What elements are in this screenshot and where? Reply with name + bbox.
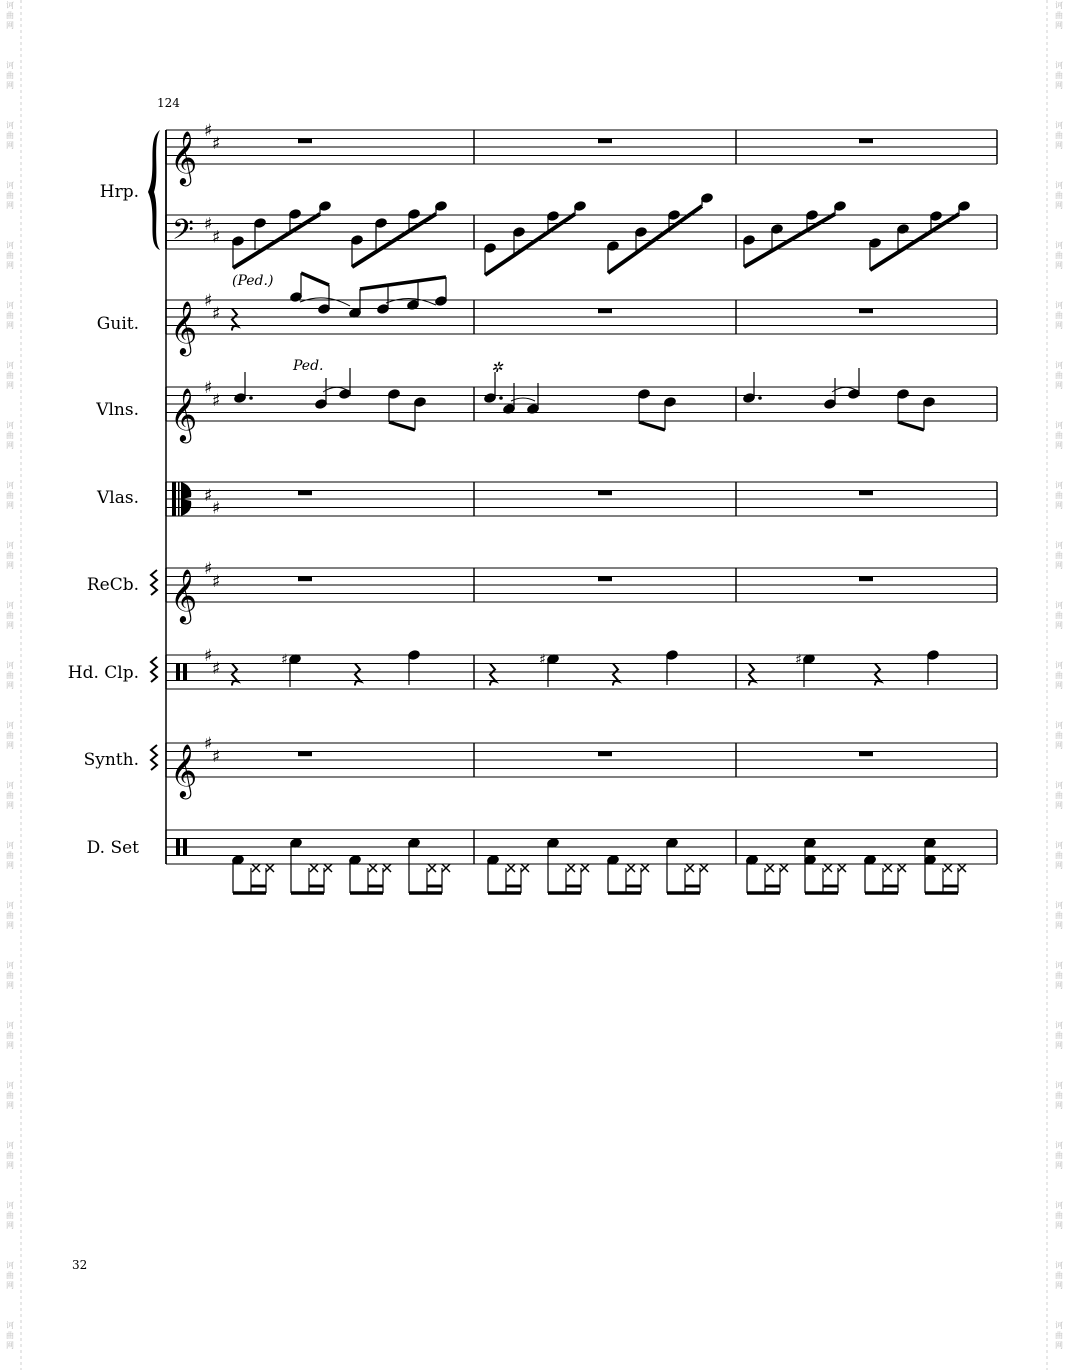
watermark-glyph: 诃 xyxy=(1055,361,1063,370)
watermark-glyph: 诃 xyxy=(6,1261,14,1270)
key-sharp: ♯ xyxy=(212,571,221,592)
instrument-label-drum-set: D. Set xyxy=(86,838,139,858)
instrument-label-recb: ReCb. xyxy=(86,575,139,595)
notehead xyxy=(771,224,784,235)
beam xyxy=(639,422,665,430)
watermark-glyph: 曲 xyxy=(1055,71,1063,80)
watermark-glyph: 网 xyxy=(1055,381,1063,390)
harp-brace xyxy=(148,130,160,250)
dot xyxy=(499,396,503,400)
watermark-glyph: 网 xyxy=(6,321,14,330)
quarter-rest xyxy=(749,664,755,686)
watermark-glyph: 曲 xyxy=(1055,431,1063,440)
staves xyxy=(151,121,997,893)
watermark-glyph: 网 xyxy=(6,81,14,90)
whole-rest xyxy=(298,491,312,496)
notehead xyxy=(232,236,245,247)
watermark-glyph: 诃 xyxy=(6,841,14,850)
hihat-notehead xyxy=(324,864,332,872)
beam xyxy=(898,422,924,430)
whole-rest xyxy=(598,577,612,582)
notehead xyxy=(414,397,427,408)
key-sharp: ♯ xyxy=(204,214,213,235)
left-watermark-strip xyxy=(6,0,21,1370)
hihat-notehead xyxy=(824,864,832,872)
watermark-glyph: 网 xyxy=(1055,321,1063,330)
notehead xyxy=(930,211,943,222)
watermark-glyph: 网 xyxy=(6,441,14,450)
harp-bass-staff xyxy=(166,130,997,275)
watermark-glyph: 曲 xyxy=(1055,611,1063,620)
hihat-notehead xyxy=(310,864,318,872)
notehead xyxy=(408,650,421,661)
harp-pedal-marking: (Ped.) xyxy=(232,273,274,289)
notehead xyxy=(339,389,352,400)
watermark-glyph: 诃 xyxy=(1055,481,1063,490)
quarter-rest xyxy=(490,664,496,686)
treble-clef-icon: 𝄞 xyxy=(170,568,198,622)
notehead xyxy=(635,227,648,238)
watermark-glyph: 曲 xyxy=(6,1091,14,1100)
watermark-glyph: 诃 xyxy=(6,301,14,310)
key-sharp: ♯ xyxy=(212,746,221,767)
instrument-label-violas: Vlas. xyxy=(97,488,139,508)
key-sharp: ♯ xyxy=(204,646,213,666)
watermark-glyph: 诃 xyxy=(6,541,14,550)
hand-clap-staff xyxy=(151,646,997,689)
watermark-glyph: 曲 xyxy=(6,431,14,440)
notehead xyxy=(743,235,756,246)
quarter-rest xyxy=(355,664,361,686)
whole-rest xyxy=(598,309,612,314)
instrument-label-violins: Vlns. xyxy=(96,400,139,420)
notehead xyxy=(435,296,448,307)
notehead xyxy=(377,304,390,315)
watermark-glyph: 诃 xyxy=(1055,601,1063,610)
treble-clef-icon: 𝄞 xyxy=(170,387,198,441)
whole-rest xyxy=(598,752,612,757)
staff-squiggle-icon xyxy=(151,570,157,595)
key-sharp: ♯ xyxy=(204,734,213,754)
watermark-glyph: 诃 xyxy=(1055,241,1063,250)
notehead xyxy=(319,201,332,212)
whole-rest xyxy=(859,491,873,496)
key-sharp: ♯ xyxy=(204,121,213,141)
watermark-glyph: 曲 xyxy=(6,191,14,200)
quarter-rest xyxy=(613,664,619,686)
notehead xyxy=(289,209,302,220)
watermark-glyph: 网 xyxy=(6,381,14,390)
watermark-glyph: 网 xyxy=(6,501,14,510)
watermark-glyph: 曲 xyxy=(6,311,14,320)
alto-clef-icon xyxy=(172,482,176,516)
hihat-notehead xyxy=(428,864,436,872)
watermark-glyph: 曲 xyxy=(1055,731,1063,740)
watermark-glyph: 网 xyxy=(1055,1041,1063,1050)
watermark-glyph: 网 xyxy=(6,1341,14,1350)
watermark-glyph: 诃 xyxy=(6,481,14,490)
notehead xyxy=(254,218,267,229)
notehead xyxy=(547,211,560,222)
watermark-glyph: 曲 xyxy=(6,791,14,800)
watermark-glyph: 网 xyxy=(6,141,14,150)
notehead xyxy=(315,399,328,410)
watermark-glyph: 诃 xyxy=(1055,901,1063,910)
percussion-clef-icon xyxy=(176,664,180,681)
hihat-notehead xyxy=(252,864,260,872)
watermark-glyph: 曲 xyxy=(1055,1211,1063,1220)
notehead xyxy=(666,650,679,661)
watermark-glyph: 曲 xyxy=(6,851,14,860)
notehead xyxy=(824,399,837,410)
watermark-glyph: 曲 xyxy=(6,371,14,380)
hihat-notehead xyxy=(641,864,649,872)
key-sharp: ♯ xyxy=(212,227,221,248)
watermark-glyph: 诃 xyxy=(1055,841,1063,850)
key-sharp: ♯ xyxy=(204,378,213,398)
notehead xyxy=(435,201,448,212)
instrument-label-harp: Hrp. xyxy=(99,182,139,202)
whole-rest xyxy=(598,491,612,496)
instrument-label-hand-clap: Hd. Clp. xyxy=(67,663,139,683)
hihat-notehead xyxy=(958,864,966,872)
key-sharp: ♯ xyxy=(204,559,213,579)
notehead xyxy=(701,193,714,204)
watermark-glyph: 曲 xyxy=(1055,131,1063,140)
key-sharp: ♯ xyxy=(204,485,213,506)
watermark-glyph: 诃 xyxy=(1055,301,1063,310)
treble-clef-icon: 𝄞 xyxy=(170,130,198,184)
notehead xyxy=(484,393,497,404)
pedal-release-marking: ✲ xyxy=(491,360,503,376)
instrument-label-guitar: Guit. xyxy=(96,314,139,334)
beam xyxy=(301,273,329,285)
watermark-glyph: 网 xyxy=(1055,1101,1063,1110)
watermark-glyph: 曲 xyxy=(1055,491,1063,500)
watermark-glyph: 网 xyxy=(6,681,14,690)
right-watermark-strip xyxy=(1047,0,1063,1370)
dot xyxy=(758,396,762,400)
watermark-glyph: 诃 xyxy=(1055,661,1063,670)
measure-number: 124 xyxy=(157,96,180,110)
watermark-glyph: 诃 xyxy=(6,61,14,70)
watermark-glyph: 网 xyxy=(6,621,14,630)
watermark-glyph: 诃 xyxy=(6,961,14,970)
drum-set-staff xyxy=(166,830,997,893)
whole-rest xyxy=(298,577,312,582)
watermark-glyph: 曲 xyxy=(6,11,14,20)
watermark-glyph: 诃 xyxy=(1055,181,1063,190)
notehead xyxy=(668,210,681,221)
hihat-notehead xyxy=(442,864,450,872)
watermark-glyph: 曲 xyxy=(6,1271,14,1280)
watermark-glyph: 曲 xyxy=(6,131,14,140)
hihat-notehead xyxy=(521,864,529,872)
watermark-glyph: 网 xyxy=(6,1101,14,1110)
notehead xyxy=(834,201,847,212)
watermark-glyph: 网 xyxy=(1055,1281,1063,1290)
accidental-sharp: ♯ xyxy=(539,652,546,668)
watermark-glyph: 网 xyxy=(1055,861,1063,870)
watermark-glyph: 诃 xyxy=(1055,61,1063,70)
watermark-glyph: 曲 xyxy=(6,1151,14,1160)
staff-squiggle-icon xyxy=(151,657,157,682)
watermark-glyph: 曲 xyxy=(1055,911,1063,920)
watermark-glyph: 网 xyxy=(1055,921,1063,930)
watermark-glyph: 网 xyxy=(1055,1341,1063,1350)
notehead xyxy=(388,389,401,400)
key-sharp: ♯ xyxy=(212,133,221,154)
watermark-glyph: 曲 xyxy=(6,71,14,80)
notehead xyxy=(869,238,882,249)
watermark-glyph: 网 xyxy=(6,981,14,990)
staff-squiggle-icon xyxy=(151,745,157,770)
watermark-glyph: 诃 xyxy=(1055,121,1063,130)
whole-rest xyxy=(859,309,873,314)
hihat-notehead xyxy=(581,864,589,872)
watermark-glyph: 曲 xyxy=(6,1031,14,1040)
watermark-glyph: 曲 xyxy=(1055,791,1063,800)
watermark-glyph: 曲 xyxy=(1055,1151,1063,1160)
watermark-glyph: 网 xyxy=(6,861,14,870)
watermark-glyph: 诃 xyxy=(6,1141,14,1150)
watermark-glyph: 曲 xyxy=(6,251,14,260)
watermark-glyph: 诃 xyxy=(1055,1,1063,10)
watermark-glyph: 网 xyxy=(1055,501,1063,510)
watermark-glyph: 诃 xyxy=(6,661,14,670)
whole-rest xyxy=(859,139,873,144)
watermark-glyph: 诃 xyxy=(1055,1201,1063,1210)
watermark-glyph: 诃 xyxy=(1055,1261,1063,1270)
watermark-glyph: 曲 xyxy=(6,911,14,920)
notehead xyxy=(923,397,936,408)
watermark-glyph: 网 xyxy=(1055,141,1063,150)
watermark-glyph: 曲 xyxy=(1055,11,1063,20)
watermark-glyph: 曲 xyxy=(6,491,14,500)
watermark-glyph: 网 xyxy=(6,561,14,570)
beam xyxy=(389,422,415,430)
hihat-notehead xyxy=(766,864,774,872)
instrument-label-synth: Synth. xyxy=(83,750,139,770)
watermark-glyph: 诃 xyxy=(6,1201,14,1210)
watermark-glyph: 网 xyxy=(1055,81,1063,90)
dot xyxy=(249,396,253,400)
watermark-glyph: 诃 xyxy=(6,181,14,190)
watermark-glyph: 诃 xyxy=(6,1081,14,1090)
whole-rest xyxy=(298,752,312,757)
beam xyxy=(870,214,959,270)
notehead xyxy=(484,243,497,254)
watermark-glyph: 网 xyxy=(6,741,14,750)
watermark-glyph: 诃 xyxy=(1055,1141,1063,1150)
accidental-sharp: ♯ xyxy=(281,652,288,668)
watermark-glyph: 曲 xyxy=(1055,1271,1063,1280)
percussion-clef-icon xyxy=(176,839,180,856)
quarter-rest xyxy=(232,309,238,331)
hihat-notehead xyxy=(383,864,391,872)
beam xyxy=(360,277,446,289)
watermark-glyph: 曲 xyxy=(1055,851,1063,860)
watermark-glyph: 曲 xyxy=(1055,971,1063,980)
watermark-glyph: 曲 xyxy=(6,971,14,980)
watermark-glyph: 诃 xyxy=(1055,421,1063,430)
watermark-glyph: 诃 xyxy=(1055,721,1063,730)
hihat-notehead xyxy=(627,864,635,872)
watermark-glyph: 曲 xyxy=(1055,671,1063,680)
whole-rest xyxy=(598,139,612,144)
hihat-notehead xyxy=(686,864,694,872)
watermark-glyph: 网 xyxy=(1055,261,1063,270)
watermark-glyph: 诃 xyxy=(6,901,14,910)
watermark-glyph: 诃 xyxy=(6,1021,14,1030)
watermark-glyph: 诃 xyxy=(6,121,14,130)
notehead xyxy=(806,210,819,221)
notehead xyxy=(234,393,247,404)
notehead xyxy=(897,389,910,400)
key-sharp: ♯ xyxy=(212,303,221,324)
watermark-glyph: 曲 xyxy=(1055,251,1063,260)
notehead xyxy=(848,389,861,400)
beam xyxy=(608,206,702,273)
recb-staff xyxy=(151,559,997,624)
key-sharp: ♯ xyxy=(212,498,221,519)
notehead xyxy=(351,235,364,246)
page-number: 32 xyxy=(72,1258,88,1272)
watermark-glyph: 诃 xyxy=(6,421,14,430)
watermark-glyph: 网 xyxy=(1055,441,1063,450)
watermark-glyph: 诃 xyxy=(6,601,14,610)
watermark-glyph: 诃 xyxy=(6,1,14,10)
notehead xyxy=(574,201,587,212)
watermark-glyph: 网 xyxy=(6,801,14,810)
violins-staff xyxy=(166,368,997,443)
notehead xyxy=(664,397,677,408)
watermark-glyph: 网 xyxy=(6,1041,14,1050)
notehead xyxy=(375,218,388,229)
watermark-glyph: 曲 xyxy=(1055,371,1063,380)
watermark-glyph: 网 xyxy=(6,1281,14,1290)
watermark-glyph: 网 xyxy=(6,201,14,210)
watermark-glyph: 曲 xyxy=(1055,551,1063,560)
whole-rest xyxy=(859,752,873,757)
watermark-glyph: 曲 xyxy=(6,671,14,680)
watermark-glyph: 网 xyxy=(6,21,14,30)
guitar-staff xyxy=(166,273,997,356)
watermark-glyph: 网 xyxy=(1055,981,1063,990)
notehead xyxy=(607,241,620,252)
hihat-notehead xyxy=(838,864,846,872)
hihat-notehead xyxy=(944,864,952,872)
treble-clef-icon: 𝄞 xyxy=(170,743,198,797)
watermark-glyph: 曲 xyxy=(6,1211,14,1220)
watermark-glyph: 曲 xyxy=(6,1331,14,1340)
bass-clef-icon: 𝄢 xyxy=(172,213,194,254)
notehead xyxy=(638,389,651,400)
hihat-notehead xyxy=(700,864,708,872)
hihat-notehead xyxy=(266,864,274,872)
watermark-glyph: 网 xyxy=(1055,561,1063,570)
watermark-glyph: 网 xyxy=(1055,621,1063,630)
hihat-notehead xyxy=(369,864,377,872)
key-sharp: ♯ xyxy=(204,291,213,311)
hihat-notehead xyxy=(898,864,906,872)
harp-treble-staff xyxy=(166,121,997,186)
hihat-notehead xyxy=(884,864,892,872)
quarter-rest xyxy=(875,664,881,686)
hihat-notehead xyxy=(780,864,788,872)
watermark-glyph: 诃 xyxy=(6,241,14,250)
notehead xyxy=(927,650,940,661)
watermark-glyph: 诃 xyxy=(6,361,14,370)
notehead xyxy=(743,393,756,404)
notehead xyxy=(513,227,526,238)
whole-rest xyxy=(298,139,312,144)
watermark-glyph: 曲 xyxy=(1055,1331,1063,1340)
quarter-rest xyxy=(232,664,238,686)
watermark-glyph: 网 xyxy=(6,261,14,270)
watermark-glyph: 曲 xyxy=(1055,1091,1063,1100)
watermark-glyph: 网 xyxy=(1055,681,1063,690)
watermark-glyph: 诃 xyxy=(1055,1081,1063,1090)
watermark-glyph: 曲 xyxy=(1055,311,1063,320)
key-sharp: ♯ xyxy=(212,390,221,411)
watermark-glyph: 曲 xyxy=(6,611,14,620)
violas-staff xyxy=(166,482,997,519)
watermark-glyph: 诃 xyxy=(6,781,14,790)
watermark-glyph: 网 xyxy=(1055,201,1063,210)
key-sharp: ♯ xyxy=(212,658,221,679)
watermark-glyph: 诃 xyxy=(1055,1021,1063,1030)
watermark-glyph: 诃 xyxy=(1055,541,1063,550)
watermark-glyph: 网 xyxy=(6,1161,14,1170)
watermark-glyph: 诃 xyxy=(6,721,14,730)
watermark-glyph: 曲 xyxy=(6,551,14,560)
notehead xyxy=(897,224,910,235)
synth-staff xyxy=(151,734,997,799)
treble-clef-icon: 𝄞 xyxy=(170,300,198,354)
watermark-glyph: 网 xyxy=(1055,801,1063,810)
watermark-glyph: 网 xyxy=(1055,21,1063,30)
hihat-notehead xyxy=(507,864,515,872)
watermark-glyph: 网 xyxy=(1055,1221,1063,1230)
watermark-glyph: 网 xyxy=(1055,1161,1063,1170)
hihat-notehead xyxy=(567,864,575,872)
watermark-glyph: 网 xyxy=(6,1221,14,1230)
guitar-pedal-marking: Ped. xyxy=(293,358,324,374)
watermark-glyph: 网 xyxy=(6,921,14,930)
watermark-glyph: 网 xyxy=(1055,741,1063,750)
notehead xyxy=(318,304,331,315)
notehead xyxy=(408,209,421,220)
watermark-glyph: 诃 xyxy=(6,1321,14,1330)
watermark-glyph: 曲 xyxy=(1055,1031,1063,1040)
whole-rest xyxy=(859,577,873,582)
watermark-glyph: 诃 xyxy=(1055,961,1063,970)
watermark-glyph: 曲 xyxy=(1055,191,1063,200)
watermark-glyph: 诃 xyxy=(1055,1321,1063,1330)
notehead xyxy=(958,201,971,212)
notehead xyxy=(290,292,303,303)
accidental-sharp: ♯ xyxy=(795,652,802,668)
watermark-glyph: 诃 xyxy=(1055,781,1063,790)
watermark-glyph: 曲 xyxy=(6,731,14,740)
